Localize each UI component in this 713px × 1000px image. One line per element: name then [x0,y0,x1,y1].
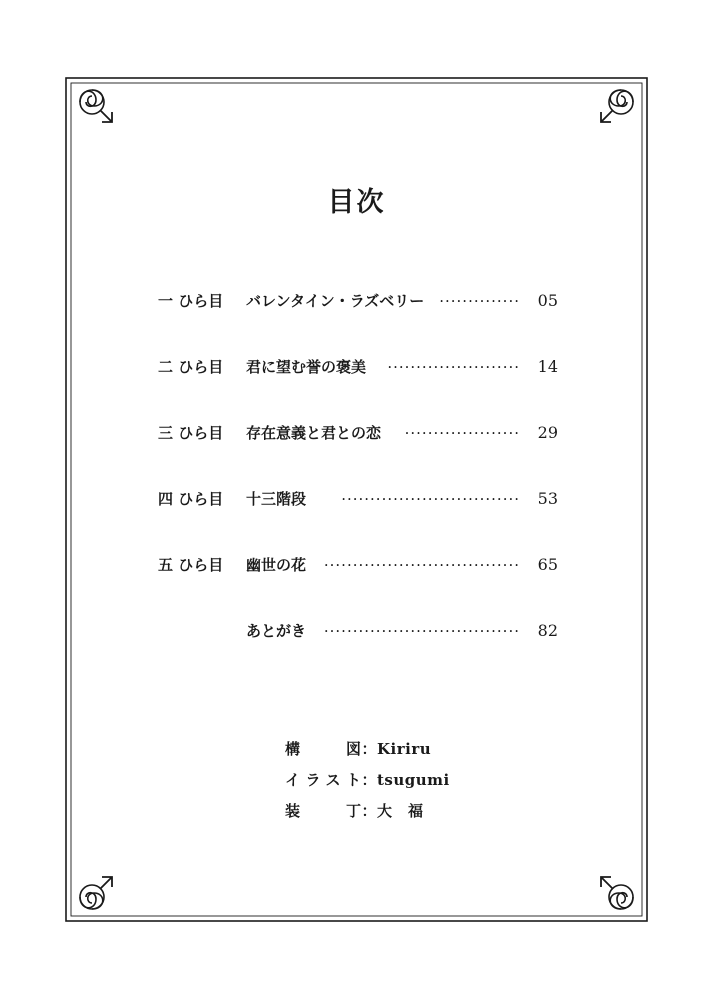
toc-chapter-label: 三 ひら目 [158,424,224,442]
credit-colon: ： [361,740,377,758]
toc-page-number: 53 [537,489,558,508]
toc-leader-dots: ·································· [323,622,520,640]
toc-leader-dots: ·············· [439,292,520,310]
credit-role: イラスト [285,771,361,789]
toc-title: 十三階段 [246,490,307,508]
toc-entry[interactable] [158,620,558,642]
toc-page-number: 82 [537,621,558,640]
toc-leader-dots: ······················· [387,358,520,376]
credit-row [285,769,450,791]
toc-leader-dots: ···················· [404,424,520,442]
toc-leader-dots: ·································· [323,556,520,574]
toc-chapter-label: 一 ひら目 [158,292,224,310]
toc-entry[interactable] [158,554,558,576]
credit-name: 大 福 [377,802,424,820]
credit-name: tsugumi [377,771,450,789]
toc-title: あとがき [246,622,307,640]
toc-chapter-label: 五 ひら目 [158,556,224,574]
toc-chapter-label: 二 ひら目 [158,358,224,376]
toc-chapter-label: 四 ひら目 [158,490,224,508]
toc-title: 幽世の花 [246,556,307,574]
toc-title: 存在意義と君との恋 [246,424,382,442]
credit-role: 構図 [285,740,361,758]
toc-entry[interactable] [158,422,558,444]
credit-colon: ： [361,802,377,820]
toc-page-number: 14 [537,357,558,376]
toc-entry[interactable] [158,290,558,312]
toc-title: 君に望む誉の褒美 [246,358,367,376]
toc-page-number: 05 [537,291,558,310]
toc-page-number: 29 [537,423,558,442]
toc-page-number: 65 [537,555,558,574]
toc-leader-dots: ······························· [341,490,520,508]
table-of-contents [158,290,558,686]
toc-entry[interactable] [158,356,558,378]
toc-entry[interactable] [158,488,558,510]
credits-block [285,738,450,831]
credit-name: Kiriru [377,740,432,758]
credit-colon: ： [361,771,377,789]
toc-title: バレンタイン・ラズベリー [246,292,425,310]
credit-role: 装丁 [285,802,361,820]
page-title: 目次 [327,187,386,218]
credit-row [285,800,450,822]
credit-row [285,738,450,760]
